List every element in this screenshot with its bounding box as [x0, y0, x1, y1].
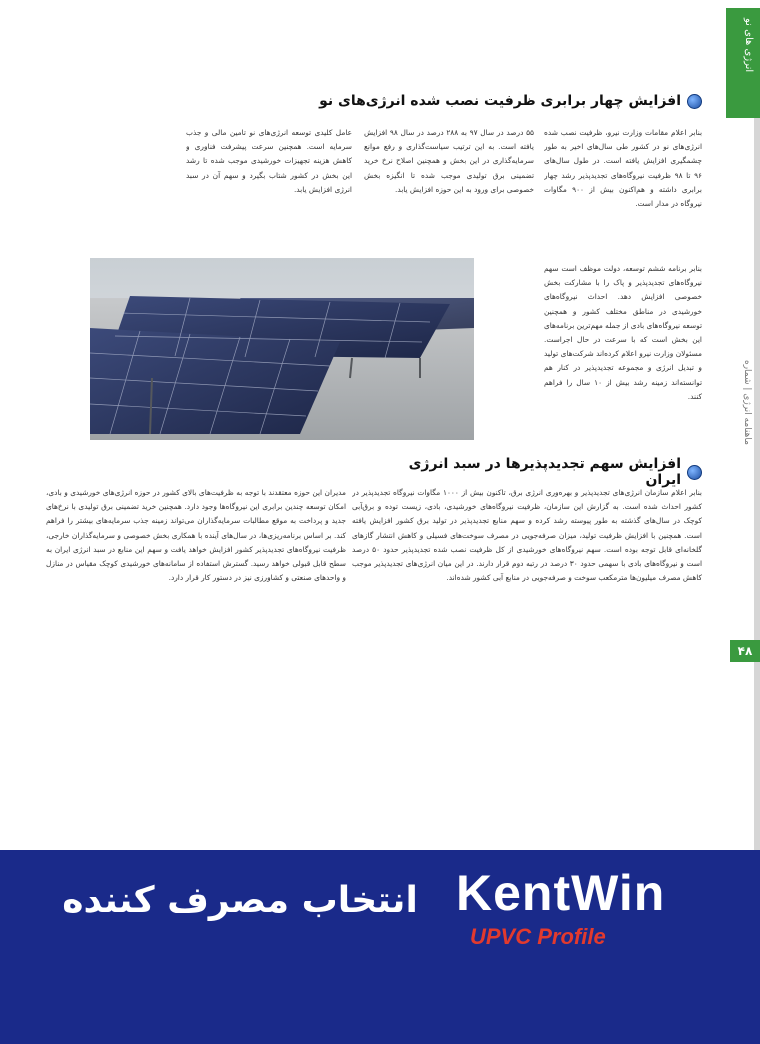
section-tab-label: انرژی های نو: [743, 18, 754, 73]
heading-bullet-icon: [687, 465, 702, 480]
solar-panels-photo: [90, 258, 474, 440]
ad-brand-logo: KentWin: [456, 865, 666, 921]
journal-vertical-label: ماهنامه انرژی | شماره: [742, 360, 752, 445]
ad-product-name: UPVC Profile: [470, 924, 606, 949]
article2-column-1: بنابر اعلام سازمان انرژی‌های تجدیدپذیر و بهره‌وری انرژی برق، تاکنون بیش از ۱۰۰۰ مگاوات نیروگاه تجدیدپذیر در کشور احداث شده است. به گزارش این سازمان، ظرفیت نیروگاه‌های خورشیدی، بادی، زیست توده و برق‌آبی کوچک در سال‌های گذشته به طور پیوسته رشد کرده و سهم منابع تجدیدپذیر در تولید برق کشور افزایش یافته است. همچنین با افزایش ظرفیت تولید، میزان صرفه‌جویی در مصرف سوخت‌های فسیلی و کاهش انتشار گازهای گلخانه‌ای قابل توجه بوده است. سهم نیروگاه‌های خورشیدی از کل ظرفیت نصب شده تجدیدپذیر حدود ۵۰ درصد است و نیروگاه‌های بادی با سهمی حدود ۳۰ درصد در رتبه دوم قرار دارند. در این میان انرژی‌های تجدیدپذیر موجب کاهش مصرف میلیون‌ها مترمکعب سوخت و صرفه‌جویی در منابع آبی کشور شده‌اند.: [352, 488, 702, 583]
article1-heading: [282, 93, 702, 109]
page-number: ۴۸: [730, 640, 760, 662]
article1-title: افزایش چهار برابری ظرفیت نصب شده انرژی‌های نو: [319, 93, 681, 109]
section-tab: [726, 8, 760, 118]
edge-bar: [754, 118, 760, 858]
ad-slogan: انتخاب مصرف کننده: [62, 880, 418, 921]
article1-column-1: بنابر اعلام مقامات وزارت نیرو، ظرفیت نصب شده انرژی‌های نو در کشور طی سال‌های اخیر به طور چشمگیری افزایش یافته است. در طول سال‌های ۹۶ تا ۹۸ ظرفیت نیروگاه‌های تجدیدپذیر رشد چهار برابری داشته و هم‌اکنون بیش از ۹۰۰ مگاوات نیروگاه در مدار است.: [544, 128, 702, 209]
article2-column-2: مدیران این حوزه معتقدند با توجه به ظرفیت‌های بالای کشور در حوزه انرژی‌های خورشیدی و بادی، امکان توسعه چندین برابری این نیروگاه‌ها وجود دارد. همچنین خرید تضمینی برق تولیدی با نرخ‌های جدید و پرداخت به موقع مطالبات سرمایه‌گذاران می‌تواند زمینه جذب سرمایه‌های بیشتر را فراهم کند. بر اساس برنامه‌ریزی‌ها، در سال‌های آینده با همکاری بخش خصوصی و سرمایه‌گذاران خارجی، ظرفیت نیروگاه‌های تجدیدپذیر کشور افزایش خواهد یافت و سهم این منابع در سبد انرژی ایران به سطح قابل قبولی خواهد رسید. گسترش استفاده از سامانه‌های خورشیدی کوچک مقیاس در منازل و واحدهای صنعتی و کشاورزی نیز در دستور کار قرار دارد.: [46, 488, 346, 583]
article2-heading: [382, 456, 702, 488]
solar-panels-illustration: [90, 258, 474, 440]
heading-bullet-icon: [687, 94, 702, 109]
kentwin-advertisement[interactable]: [0, 850, 760, 1044]
article1-column-2: ۵۵ درصد در سال ۹۷ به ۲۸۸ درصد در سال ۹۸ افزایش یافته است. به این ترتیب سیاست‌گذاری و رفع موانع سرمایه‌گذاری در این بخش و همچنین اصلاح نرخ خرید تضمینی برق تولیدی موجب شده تا انگیزه بخش خصوصی برای ورود به این حوزه افزایش یابد.: [364, 128, 534, 194]
article1-column-3: عامل کلیدی توسعه انرژی‌های نو تامین مالی و جذب سرمایه است. همچنین سرعت پیشرفت فناوری و کاهش هزینه تجهیزات خورشیدی موجب شده تا رشد این بخش در کشور شتاب بگیرد و سهم آن در سبد انرژی افزایش یابد.: [186, 128, 352, 194]
article2-title: افزایش سهم تجدیدپذیرها در سبد انرژی ایران: [408, 456, 681, 488]
article1-column-4: بنابر برنامه ششم توسعه، دولت موظف است سهم نیروگاه‌های تجدیدپذیر و پاک را با مشارکت بخش خصوصی افزایش دهد. احداث نیروگاه‌های خورشیدی در مناطق مختلف کشور و همچنین توسعه نیروگاه‌های بادی از جمله مهم‌ترین برنامه‌های این بخش است که با سرعت در حال اجراست. مسئولان وزارت نیرو اعلام کرده‌اند شرکت‌های تولید و تبدیل انرژی و مجموعه تجدیدپذیر در کنار هم توانسته‌اند زمینه رشد بیش از ۱۰ سال را فراهم کنند.: [544, 264, 702, 401]
